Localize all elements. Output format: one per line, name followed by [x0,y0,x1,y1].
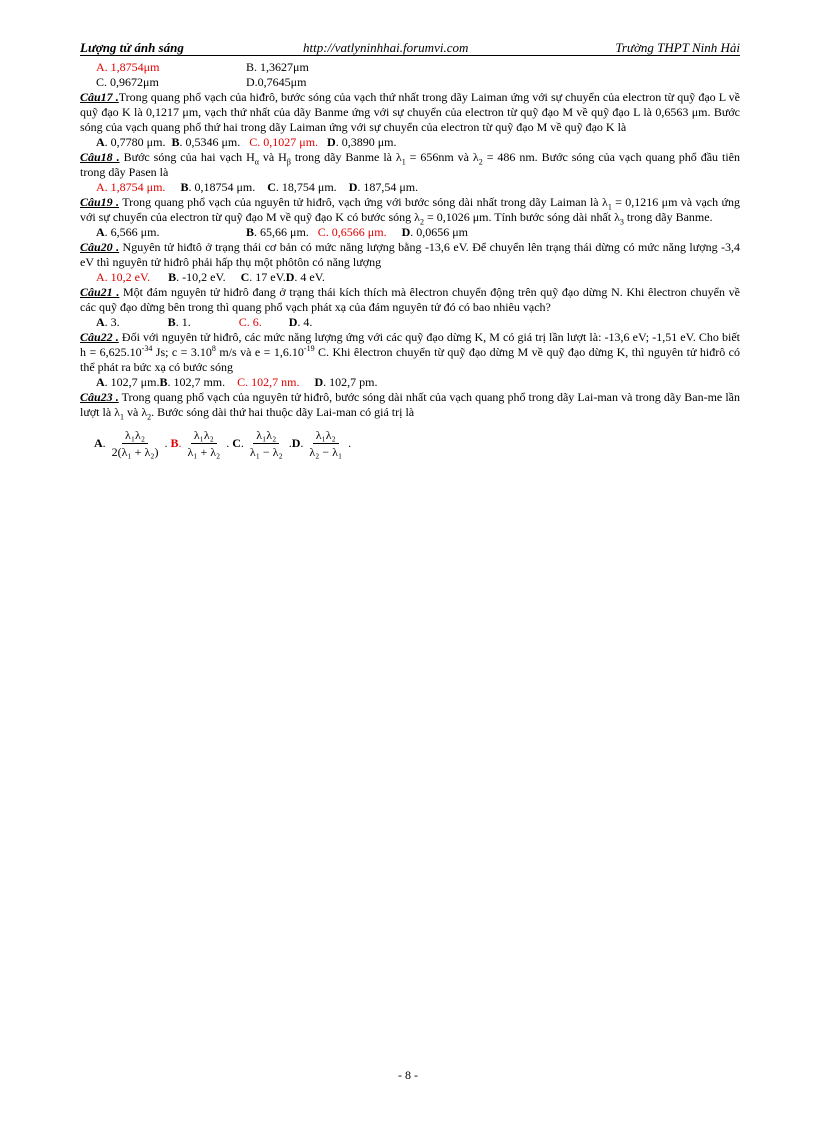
answer-b: . -10,2 eV. [176,270,226,284]
prev-answer-c: C. 0,9672μm [96,75,159,89]
answer-b: . 65,66 μm. [254,225,309,239]
question-22-label: Câu22 . [80,330,119,344]
question-20-text: Nguyên tử hiđtô ở trạng thái cơ bản có mức năng lượng bằng -13,6 eV. Để chuyển lên trạng thái dừng có mức năng lượng -3,4 eV thì nguyên tử hiđrô phải hấp thụ một phôtôn có năng lượng [80,240,740,269]
answer-c-correct: C. 6. [238,315,262,329]
question-17-label: Câu17 . [80,90,119,104]
answer-b: . 1. [175,315,191,329]
answer-d: . 0,3890 μm. [335,135,397,149]
answer-c-correct: C. 0,1027 μm. [249,135,319,149]
prev-answers-row-2 [80,75,740,90]
answer-d: . 0,0656 μm [410,225,469,239]
header-url: http://vatlyninhhai.forumvi.com [303,40,469,55]
answer-a-fraction: $\frac{\text{λ₁λ₂}}{\text{2(λ₁ + λ₂)}}$ [111,428,159,459]
answer-d: . 102,7 pm. [323,375,378,389]
question-17 [80,90,740,135]
question-23-label: Câu23 . [80,390,119,404]
question-21-text: Một đám nguyên tử hiđrô đang ở trạng thái kích thích mà êlectron chuyển động trên quỹ đạo dừng N. Khi êlectron chuyển về các quỹ đạo dừng bên trong thì quang phổ vạch phát xạ của đám nguyên tử đó có bao nhiêu vạch? [80,285,740,314]
answer-b: . 102,7 mm. [167,375,226,389]
answer-c: . 17 eV. [249,270,286,284]
answer-c-correct: C. 102,7 nm. [237,375,300,389]
question-22: Câu22 . Đối với nguyên tử hiđrô, các mức năng lượng ứng với các quỹ đạo dừng K, M có giá trị lần lượt là: -13,6 eV; -1,51 eV. Cho biết $h = 6,625.10^{-34}$ Js; $c = 3.10^8$ m/s và $e = 1,6.10^{-19}$ C. Khi êlectron chuyển từ quỹ đạo dừng M về quỹ đạo dừng K, thì nguyên tử hiđrô có thể phát ra bức xạ có bước sóng [80,330,740,374]
question-21-label: Câu21 . [80,285,120,299]
header-topic: Lượng tử ánh sáng [80,40,184,55]
answer-c-correct: C. 0,6566 μm. [317,225,387,239]
answer-d-label: D [291,436,301,450]
answer-d: . 4 eV. [294,270,325,284]
question-19-label: Câu19 . [80,195,120,209]
answer-d-fraction: $\frac{\text{λ₁λ₂}}{\text{λ₂ − λ₁}}$ [309,428,343,459]
prev-answers-row-1 [80,60,740,75]
question-18: Câu18 . Bước sóng của hai vạch $H_\alpha$ và $H_\beta$ trong dãy Banme là $\lambda_1 = 656nm$ và $\lambda_2 = 486$ nm. Bước sóng của vạch quang phổ đầu tiên trong dãy Pasen là [80,150,740,179]
prev-answer-b: B. 1,3627μm [246,60,309,74]
page-content [80,60,740,460]
question-18-label: Câu18 . [80,150,120,164]
page-header [80,40,740,56]
answer-b: . 0,18754 μm. [188,180,256,194]
header-school: Trường THPT Ninh Hải [615,40,740,55]
answer-d: . 187,54 μm. [357,180,419,194]
question-17-text: Trong quang phổ vạch của hiđrô, bước sóng của vạch thứ nhất trong dãy Laiman ứng với sự chuyển của electron từ quỹ đạo L về quỹ đạo K là 0,1217 μm, vạch thứ nhất của dãy Banme ứng với sự chuyển của electron từ quỹ đạo M về quỹ đạo L là 0,6563 μm. Bước sóng của vạch quang phổ thứ hai trong dãy Laiman ứng với sự chuyển của electron từ quỹ đạo M về quỹ đạo K là [80,90,740,134]
answer-b-label-correct: B [170,436,179,450]
question-20-answers: A. 10,2 eV. B. -10,2 eV. C. 17 eV.D. 4 eV. [96,270,325,284]
prev-answer-a: A. 1,8754μm [96,60,160,74]
answer-a: . 3. [104,315,120,329]
answer-a-label: A [94,436,103,450]
answer-c-fraction: $\frac{\text{λ₁λ₂}}{\text{λ₁ − λ₂}}$ [249,428,283,459]
question-21-answers: A. 3. B. 1. C. 6. D. 4. [96,315,313,329]
question-22-answers: A. 102,7 μm.B. 102,7 mm. C. 102,7 nm. D. 102,7 pm. [96,375,378,389]
answer-c-label: C [232,436,241,450]
question-17-answers: A. 0,7780 μm. B. 0,5346 μm. C. 0,1027 μm. D. 0,3890 μm. [96,135,397,149]
question-23: Câu23 . Trong quang phổ vạch của nguyên tử hiđrô, bước sóng dài nhất của vạch quang phổ trong dãy Lai-man và trong dãy Ban-me lần lượt là $\lambda_1$ và $\lambda_2$. Bước sóng dài thứ hai thuộc dãy Lai-man có giá trị là [80,390,740,422]
answer-a: . 6,566 μm. [104,225,160,239]
question-23-answers: A . $\frac{\text{λ₁λ₂}}{\text{2(λ₁ + λ₂)}}$ . B . $\frac{\text{λ₁λ₂}}{\text{λ₁ + λ₂}}$ . C . $\frac{\text{λ₁λ₂}}{\text{λ₁ − λ₂}}$ . D . $\frac{\text{λ₁λ₂}}{\text{λ₂ − λ₁}}$ . [94,428,352,459]
question-20 [80,240,740,270]
page-number: - 8 - [398,1068,418,1082]
question-20-label: Câu20 . [80,240,120,254]
answer-c: . 18,754 μm. [275,180,337,194]
answer-d: . 4. [297,315,313,329]
question-19: Câu19 . Trong quang phổ vạch của nguyên tử hiđrô, vạch ứng với bước sóng dài nhất trong dãy Laiman là $\lambda_1 = 0,1216$ μm và vạch ứng với sự chuyển của electron từ quỹ đạo M về quỹ đạo K có bước sóng $\lambda_2 = 0,1026$ μm. Tính bước sóng dài nhất $\lambda_3$ trong dãy Banme. [80,195,740,227]
question-18-answers: A. 1,8754 μm. B. 0,18754 μm. C. 18,754 μm. D. 187,54 μm. [96,180,419,194]
answer-b: . 0,5346 μm. [179,135,241,149]
prev-answer-d: D.0,7645μm [246,75,307,89]
answer-a-correct: A. 1,8754 μm. [96,180,166,194]
answer-a: . 102,7 μm. [104,375,160,389]
question-21 [80,285,740,315]
answer-b-fraction: $\frac{\text{λ₁λ₂}}{\text{λ₁ + λ₂}}$ [187,428,221,459]
question-19-answers: A. 6,566 μm. B. 65,66 μm. C. 0,6566 μm. D. 0,0656 μm [96,225,469,239]
answer-a-correct: A. 10,2 eV. [96,270,151,284]
answer-a: . 0,7780 μm. [104,135,166,149]
